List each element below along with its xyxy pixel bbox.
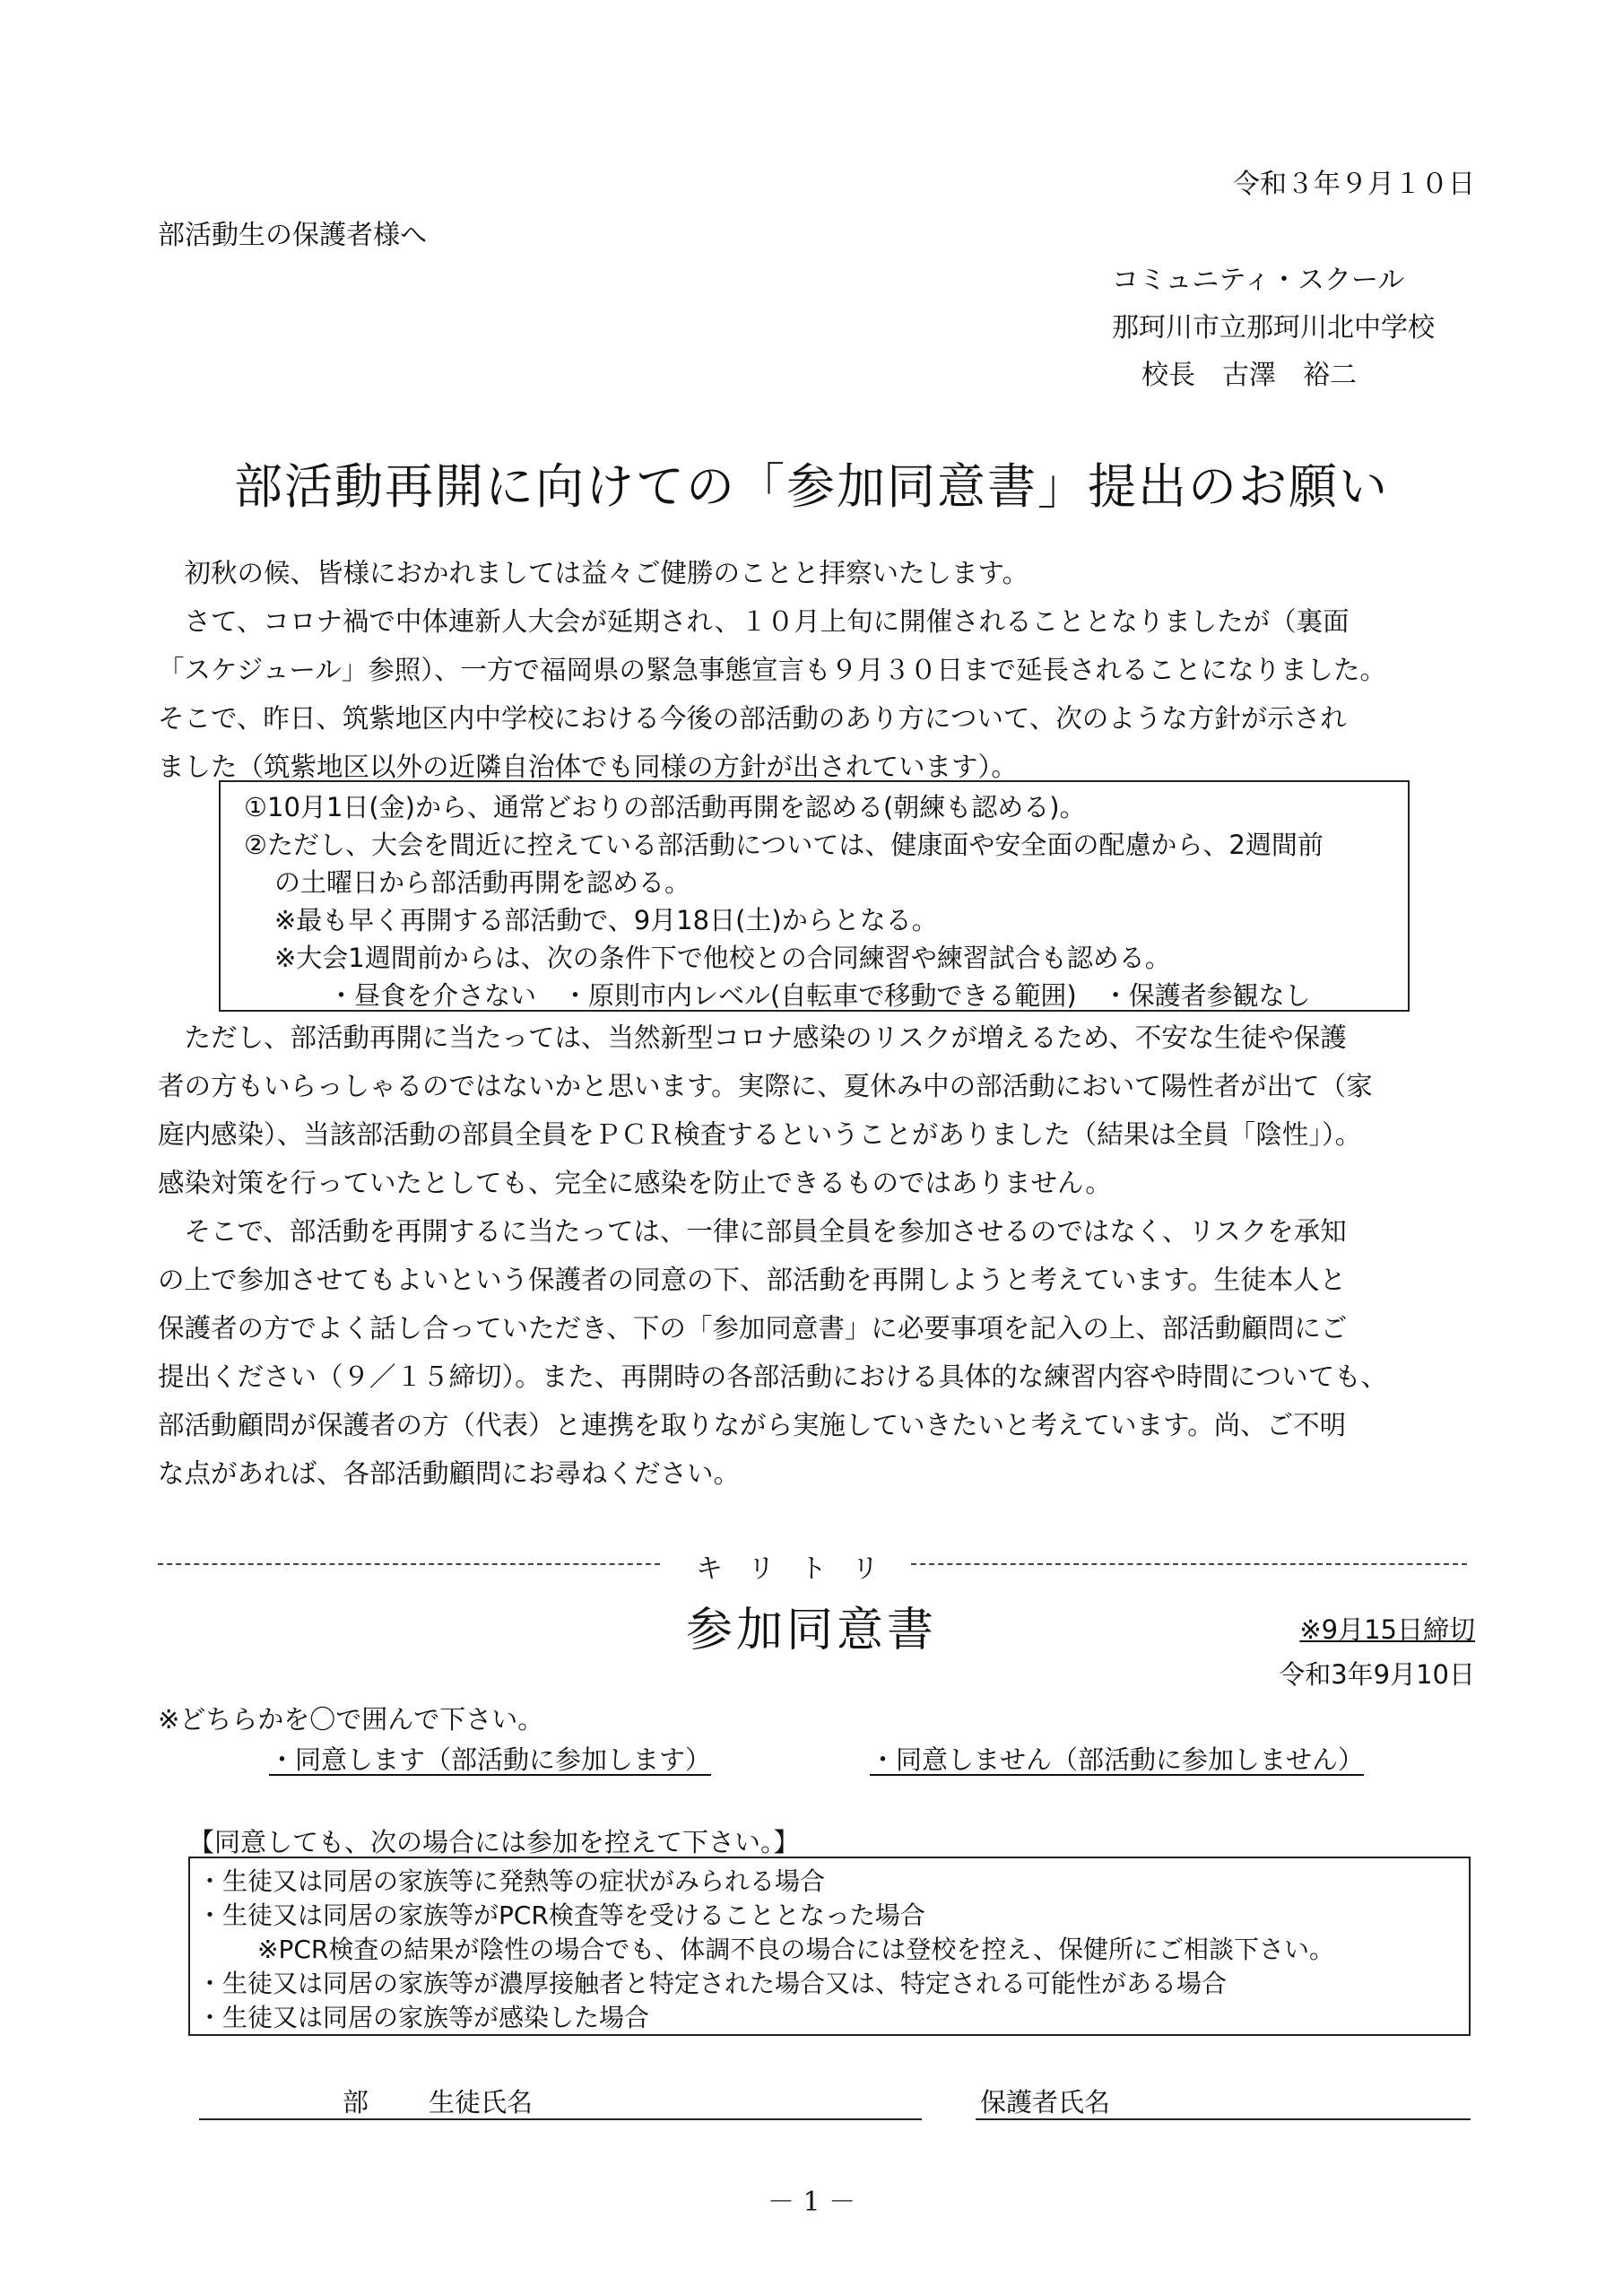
policy-item: ①10月1日(金)から、通常どおりの部活動再開を認める(朝練も認める)。 <box>244 792 1086 822</box>
form-deadline: ※9月15日締切 <box>1299 1614 1475 1645</box>
sender-school: 那珂川市立那珂川北中学校 <box>1112 312 1435 344</box>
page-title: 部活動再開に向けての「参加同意書」提出のお願い <box>234 458 1389 515</box>
option-agree[interactable]: ・同意します（部活動に参加します） <box>269 1744 712 1775</box>
body-line: 保護者の方でよく話し合っていただき、下の「参加同意書」に必要事項を記入の上、部活動顧問にご <box>158 1313 1348 1344</box>
body-line: 者の方もいらっしゃるのではないかと思います。実際に、夏休み中の部活動において陽性者が出て（家 <box>158 1071 1373 1101</box>
page-number: － 1 － <box>767 2187 856 2218</box>
student-name-label: 生徒氏名 <box>429 2087 534 2118</box>
conditions-heading: 【同意しても、次の場合には参加を控えて下さい。】 <box>188 1827 800 1857</box>
condition-item: ・生徒又は同居の家族等がPCR検査等を受けることとなった場合 <box>197 1900 925 1930</box>
intro-line: 「スケジュール」参照）、一方で福岡県の緊急事態宣言も９月３０日まで延長されることになりました。 <box>158 655 1386 685</box>
body-line: ただし、部活動再開に当たっては、当然新型コロナ感染のリスクが増えるため、不安な生徒や保護 <box>158 1022 1347 1053</box>
condition-item: ・生徒又は同居の家族等が濃厚接触者と特定された場合又は、特定される可能性がある場合 <box>197 1969 1228 1998</box>
intro-line: 初秋の候、皆様におかれましては益々ご健勝のことと拝察いたします。 <box>158 558 1029 588</box>
club-label: 部 <box>343 2087 369 2118</box>
cut-line <box>158 1546 1467 1585</box>
intro-paragraph <box>158 549 1467 791</box>
condition-item: ・生徒又は同居の家族等に発熱等の症状がみられる場合 <box>197 1866 826 1896</box>
policy-item: ②ただし、大会を間近に控えている部活動については、健康面や安全面の配慮から、2週間前 <box>244 830 1324 860</box>
sender-principal: 校長 古澤 裕二 <box>1141 360 1357 391</box>
body-line: 提出ください（９／１５締切）。また、再開時の各部活動における具体的な練習内容や時間についても、 <box>158 1361 1388 1392</box>
body-line: 感染対策を行っていたとしても、完全に感染を防止できるものではありません。 <box>158 1168 1112 1198</box>
body-line: な点があれば、各部活動顧問にお尋ねください。 <box>158 1458 741 1489</box>
cut-dash-right <box>911 1563 1467 1565</box>
body-line: 部活動顧問が保護者の方（代表）と連携を取りながら実施していきたいと考えています。尚、ご不明 <box>158 1410 1347 1440</box>
intro-line: そこで、昨日、筑紫地区内中学校における今後の部活動のあり方について、次のような方針が示され <box>158 703 1347 734</box>
student-signature-line[interactable] <box>199 2118 922 2120</box>
addressee: 部活動生の保護者様へ <box>158 220 427 251</box>
cut-label: キリトリ <box>696 1553 904 1585</box>
form-date: 令和3年9月10日 <box>1279 1659 1475 1690</box>
policy-box <box>219 780 1410 1012</box>
intro-line: さて、コロナ禍で中体連新人大会が延期され、１０月上旬に開催されることとなりましたが（裏面 <box>158 606 1350 637</box>
policy-item: の土曜日から部活動再開を認める。 <box>274 867 691 898</box>
intro-line: ました（筑紫地区以外の近隣自治体でも同様の方針が出されています）。 <box>158 752 1018 782</box>
condition-item: ・生徒又は同居の家族等が感染した場合 <box>197 2003 650 2032</box>
condition-note: ※PCR検査の結果が陰性の場合でも、体調不良の場合には登校を控え、保健所にご相談下さい。 <box>257 1935 1335 1964</box>
document-date: 令和３年９月１０日 <box>1233 169 1475 200</box>
sender-organization: コミュニティ・スクール <box>1112 265 1405 296</box>
cut-dash-left <box>158 1563 660 1565</box>
form-title: 参加同意書 <box>685 1604 937 1657</box>
guardian-name-label: 保護者氏名 <box>980 2087 1111 2118</box>
guardian-signature-line[interactable] <box>976 2118 1471 2120</box>
conditions-box <box>188 1857 1471 2036</box>
circle-instruction: ※どちらかを〇で囲んで下さい。 <box>158 1704 544 1735</box>
policy-note: ※最も早く再開する部活動で、9月18日(土)からとなる。 <box>274 905 938 935</box>
body-line: の上で参加させてもよいという保護者の同意の下、部活動を再開しようと考えています。生徒本人と <box>158 1265 1347 1295</box>
policy-note: ※大会1週間前からは、次の条件下で他校との合同練習や練習試合も認める。 <box>274 943 1171 973</box>
body-paragraph <box>158 1013 1467 1498</box>
option-disagree[interactable]: ・同意しません（部活動に参加しません） <box>870 1744 1365 1775</box>
policy-conditions: ・昼食を介さない ・原則市内レベル(自転車で移動できる範囲) ・保護者参観なし <box>328 980 1311 1011</box>
body-line: そこで、部活動を再開するに当たっては、一律に部員全員を参加させるのではなく、リスクを承知 <box>158 1216 1347 1247</box>
body-line: 庭内感染）、当該部活動の部員全員をＰＣＲ検査するということがありました（結果は全員「陰性」）。 <box>158 1119 1362 1150</box>
